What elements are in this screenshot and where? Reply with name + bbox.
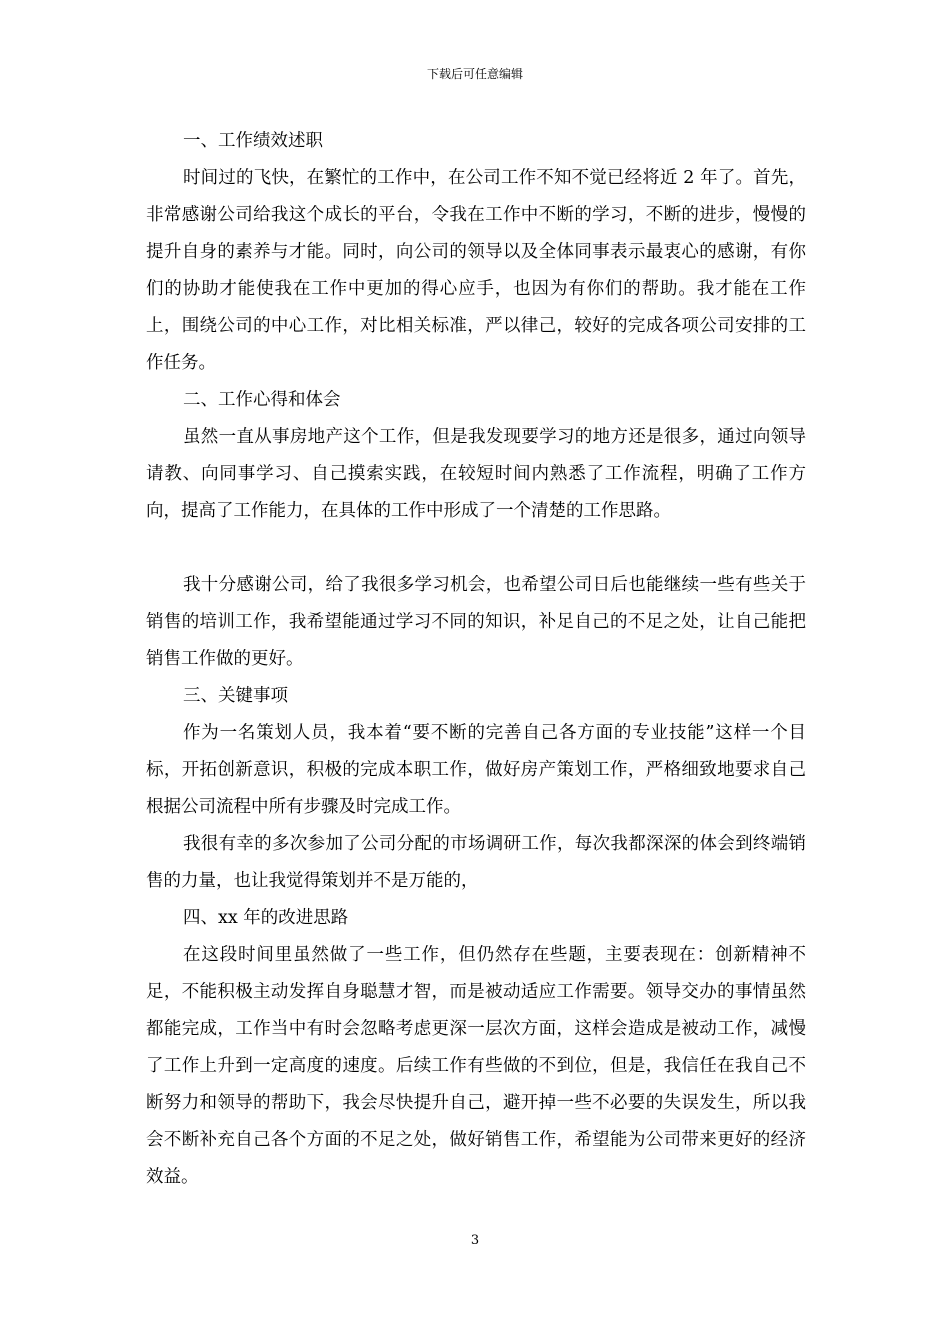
blank-line xyxy=(146,530,806,567)
paragraph-6: 在这段时间里虽然做了一些工作，但仍然存在些题，主要表现在：创新精神不足，不能积极主动发挥自身聪慧才智，而是被动适应工作需要。领导交办的事情虽然都能完成，工作当中有时会忽略考虑更深一层次方面，这样会造成是被动工作，减慢了工作上升到一定高度的速度。后续工作有些做的不到位，但是，我信任在我自己不断努力和领导的帮助下，我会尽快提升自己，避开掉一些不必要的失误发生，所以我会不断补充自己各个方面的不足之处，做好销售工作，希望能为公司带来更好的经济效益。 xyxy=(146,945,806,1187)
paragraph-3: 我十分感谢公司，给了我很多学习机会，也希望公司日后也能继续一些有些关于销售的培训工作，我希望能通过学习不同的知识，补足自己的不足之处，让自己能把销售工作做的更好。 xyxy=(146,575,806,669)
page-number: 3 xyxy=(470,1233,480,1248)
document-body xyxy=(146,123,806,1196)
section-heading-1: 一、工作绩效述职 xyxy=(183,131,323,151)
paragraph-2: 虽然一直从事房地产这个工作，但是我发现要学习的地方还是很多，通过向领导请教、向同事学习、自己摸索实践，在较短时间内熟悉了工作流程，明确了工作方向，提高了工作能力，在具体的工作中形成了一个清楚的工作思路。 xyxy=(146,427,806,521)
section-heading-2: 二、工作心得和体会 xyxy=(183,390,341,410)
page-header: 下载后可任意编辑 xyxy=(426,67,523,81)
paragraph-1: 时间过的飞快，在繁忙的工作中，在公司工作不知不觉已经将近 2 年了。首先，非常感谢公司给我这个成长的平台，令我在工作中不断的学习，不断的进步，慢慢的提升自身的素养与才能。同时，向公司的领导以及全体同事表示最衷心的感谢，有你们的协助才能使我在工作中更加的得心应手，也因为有你们的帮助。我才能在工作上，围绕公司的中心工作，对比相关标准，严以律己，较好的完成各项公司安排的工作任务。 xyxy=(146,168,806,373)
paragraph-4: 作为一名策划人员，我本着“要不断的完善自己各方面的专业技能”这样一个目标，开拓创新意识，积极的完成本职工作，做好房产策划工作，严格细致地要求自己根据公司流程中所有步骤及时完成工作。 xyxy=(146,723,806,817)
paragraph-5: 我很有幸的多次参加了公司分配的市场调研工作，每次我都深深的体会到终端销售的力量，也让我觉得策划并不是万能的， xyxy=(146,834,806,891)
section-heading-4: 四、xx 年的改进思路 xyxy=(183,908,349,928)
section-heading-3: 三、关键事项 xyxy=(183,686,288,706)
